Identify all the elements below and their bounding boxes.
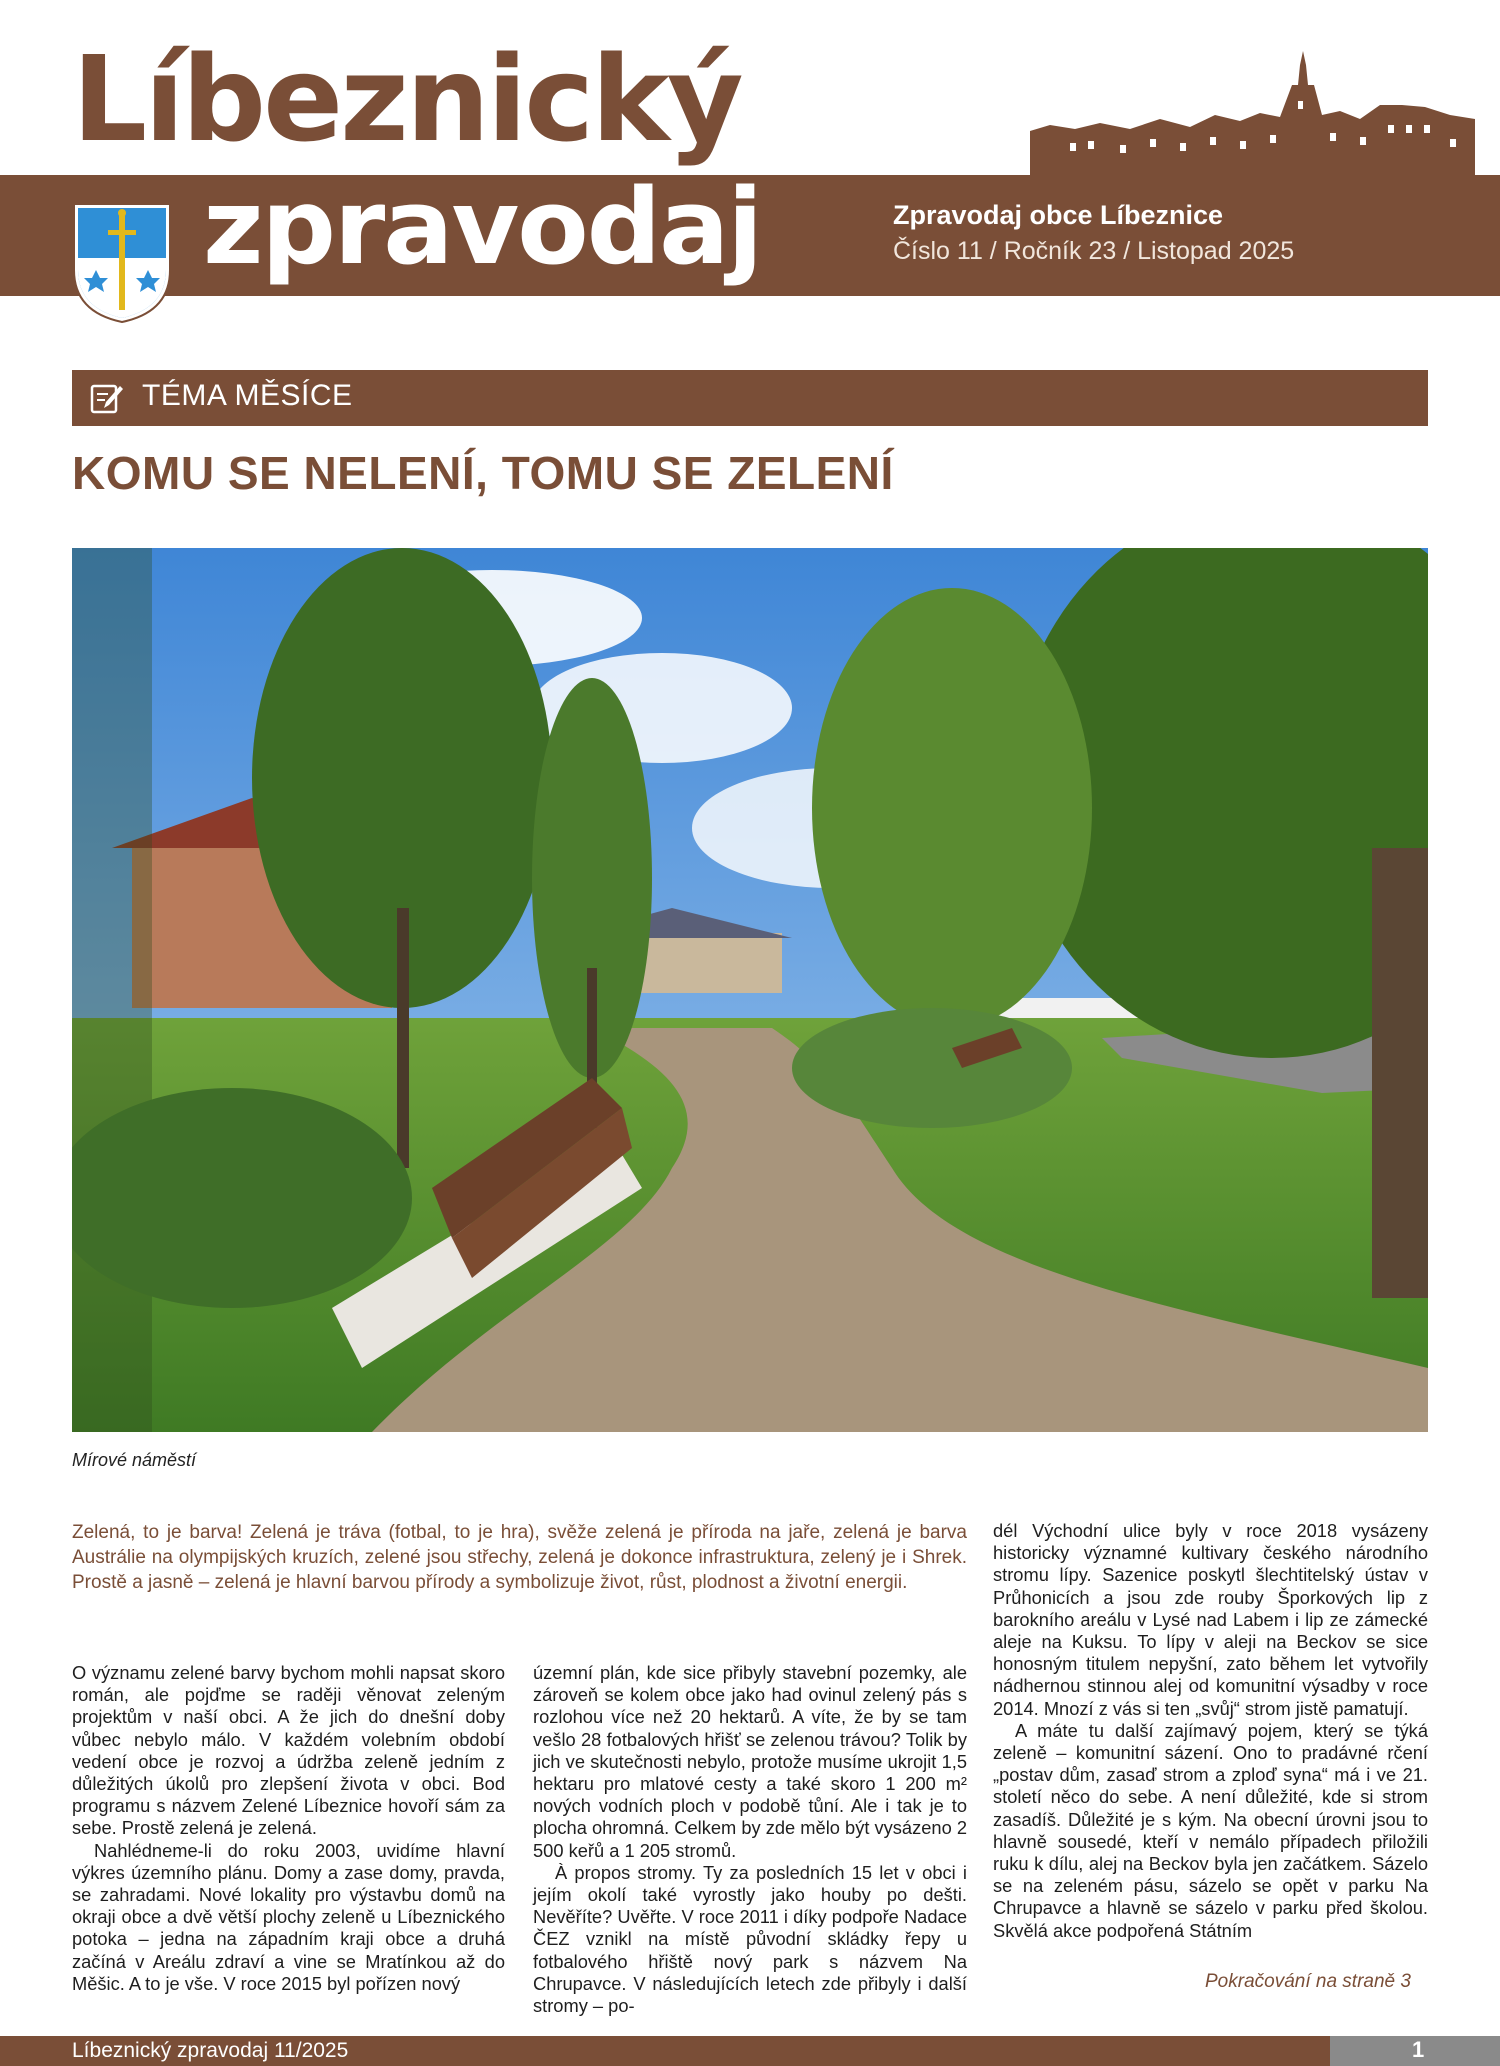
paragraph: O významu zelené barvy bychom mohli napsat skoro román, ale pojďme se raději věnovat zeleným projektům v naší obci. A že jich do dnešní doby vůbec nebylo málo. V každém volebním období vedení obce je rozvoj a údržba zeleně jedním z důležitých úkolů pro zlepšení života v obci. Bod programu s názvem Zelené Líbeznice hovoří sám za sebe. Prostě zelená je zelená. <box>72 1662 505 1839</box>
continued-note: Pokračování na straně 3 <box>1205 1971 1411 1992</box>
paragraph: Nahlédneme-li do roku 2003, uvidíme hlavní výkres územního plánu. Domy a zase domy, pravda, se zahradami. Nové lokality pro výstavbu domů na okraji obce a dvě větší plochy zeleně u Líbeznického potoka – jedna na západním kraji obce a druhá začíná v Areálu zdraví a vine se Mratínkou až do Měšic. A to je vše. V roce 2015 byl pořízen nový <box>72 1839 505 1994</box>
paragraph: územní plán, kde sice přibyly stavební pozemky, ale zároveň se kolem obce jako had ovinul zelený pás s rozlohou více než 20 hektarů. A víte, že by se tam vešlo 28 fotbalových hřišť se zelenou trávou? Tolik by jich ve skutečnosti nebylo, protože musíme ukrojit 1,5 hektaru pro mlatové cesty a také skoro 1 200 m² nových vodních ploch v podobě tůní. Ale i tak je to plocha ohromná. Celkem by zde mělo být vysázeno 2 500 keřů a 1 205 stromů. <box>533 1662 967 1861</box>
photo-caption: Mírové náměstí <box>72 1450 197 1470</box>
footer-label: Líbeznický zpravodaj 11/2025 <box>72 2039 349 2062</box>
article-column-3 <box>993 1520 1428 1942</box>
edit-icon <box>90 382 124 414</box>
park-photo <box>72 548 1428 1432</box>
publication-name: Zpravodaj obce Líbeznice <box>893 200 1224 230</box>
issue-info: Číslo 11 / Ročník 23 / Listopad 2025 <box>893 237 1295 265</box>
article-lead: Zelená, to je barva! Zelená je tráva (fotbal, to je hra), svěže zelená je příroda na jaře, zelená je barva Austrálie na olympijských kruzích, zelené jsou střechy, zelená je dokonce infrastruktura, zelený je i Shrek. Prostě a jasně – zelená je hlavní barvou přírody a symbolizuje život, růst, plodnost a životní energii. <box>72 1522 967 1593</box>
article-column-1 <box>72 1662 505 1995</box>
paragraph: A máte tu další zajímavý pojem, který se týká zeleně – komunitní sázení. Ono to pradávné rčení „postav dům, zasaď strom a zploď syna“ má i ve 21. století něco do sebe. A není důležité, kde si strom zasadíš. Důležité je s kým. Na obecní úrovni jsou to hlavně sousedé, kteří v nemálo případech přiložili ruku k dílu, alej na Beckov byla jen začátkem. Sázelo se na zeleném pásu, sázelo se opět v parku Na Chrupavce a hlavně se sázelo v parku před školou. Skvělá akce podpořená Státním <box>993 1719 1428 1941</box>
masthead-subtitle: zpravodaj <box>203 166 761 288</box>
page-number: 1 <box>1412 2037 1425 2062</box>
village-skyline-illustration <box>1030 45 1475 175</box>
article-headline: KOMU SE NELENÍ, TOMU SE ZELENÍ <box>72 447 894 499</box>
article-column-2 <box>533 1662 967 2017</box>
section-label: TÉMA MĚSÍCE <box>142 379 353 412</box>
paragraph: À propos stromy. Ty za posledních 15 let v obci i jejím okolí také vyrostly jako houby po dešti. Nevěříte? Uvěřte. V roce 2011 i díky podpoře Nadace ČEZ vznikl na místě původní skládky řepy u fotbalového hřiště nový park s názvem Na Chrupavce. V následujících letech zde přibyly i další stromy – po- <box>533 1861 967 2017</box>
municipal-coat-of-arms <box>70 200 174 324</box>
masthead-title: Líbeznický <box>72 30 741 168</box>
paragraph: dél Východní ulice byly v roce 2018 vysázeny historicky významné kultivary českého národního stromu lípy. Sazenice poskytl šlechtitelský ústav v Průhonicích a jsou zde rouby Šporkových lip z barokního areálu v Lysé nad Labem i lip ze zámecké aleje na Kuksu. To lípy v aleji na Beckov se sice honosným titulem nepyšní, zato během let vytvořily nádhernou stinnou alej od komunitní výsadby v roce 2014. Mnozí z vás si ten „svůj“ strom jistě pamatují. <box>993 1520 1428 1719</box>
